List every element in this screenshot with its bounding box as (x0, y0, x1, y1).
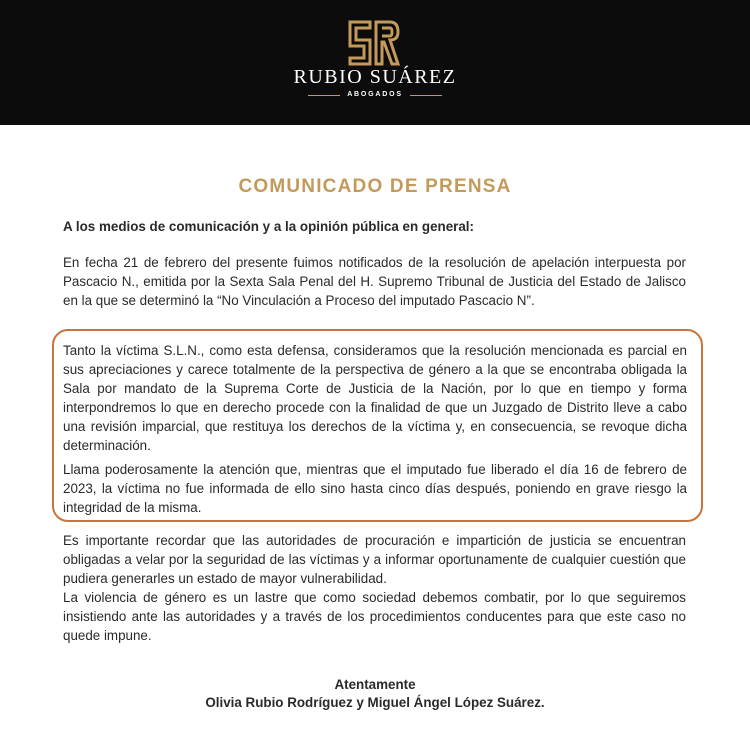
firm-subtitle-row (0, 90, 750, 100)
paragraph-notification: En fecha 21 de febrero del presente fuimos notificados de la resolución de apelación interpuesta por Pascacio N., emitida por la Sexta Sala Penal del H. Supremo Tribunal de Justicia del Estado de Jalisco en la que se determinó la “No Vinculación a Proceso del imputado Pascacio N”. (63, 255, 686, 308)
firm-subtitle: ABOGADOS (347, 91, 403, 98)
closing-paragraphs (63, 531, 686, 645)
greeting: A los medios de comunicación y a la opinión pública en general: (63, 219, 474, 234)
document-title: COMUNICADO DE PRENSA (238, 176, 512, 197)
paragraph-release-notice: Llama poderosamente la atención que, mientras que el imputado fue liberado el día 16 de febrero de 2023, la víctima no fue informada de ello sino hasta cinco días después, poniendo en grave riesgo la integridad de la misma. (63, 462, 687, 515)
closing-salutation: Atentamente (334, 677, 416, 692)
paragraph-position: Tanto la víctima S.L.N., como esta defensa, consideramos que la resolución mencionada es parcial en sus apreciaciones y carece totalmente de la perspectiva de género a la que se encontraba obligada la Sala por mandato de la Suprema Corte de Justicia de la Nación, por lo que en tiempo y forma interpondremos lo que en derecho procede con la finalidad de que un Juzgado de Distrito lleve a cabo una revisión imparcial, que restituya los derechos de la víctima y, en consecuencia, se revoque dicha determinación. (63, 343, 687, 453)
header-banner (0, 0, 750, 125)
signatories: Olivia Rubio Rodríguez y Miguel Ángel López Suárez. (205, 695, 545, 710)
paragraph-gender-violence: La violencia de género es un lastre que como sociedad debemos combatir, por lo que seguiremos insistiendo ante las autoridades y a través de los procedimientos conducentes para que este caso no quede impune. (63, 590, 686, 643)
divider-line (410, 95, 442, 96)
paragraph-authorities: Es importante recordar que las autoridades de procuración e impartición de justicia se encuentran obligadas a velar por la seguridad de las víctimas y a informar oportunamente de cualquier cuestión que pudiera generarles un estado de mayor vulnerabilidad. (63, 533, 686, 586)
firm-name: RUBIO SUÁREZ (293, 66, 457, 88)
rs-monogram-icon (346, 18, 402, 68)
